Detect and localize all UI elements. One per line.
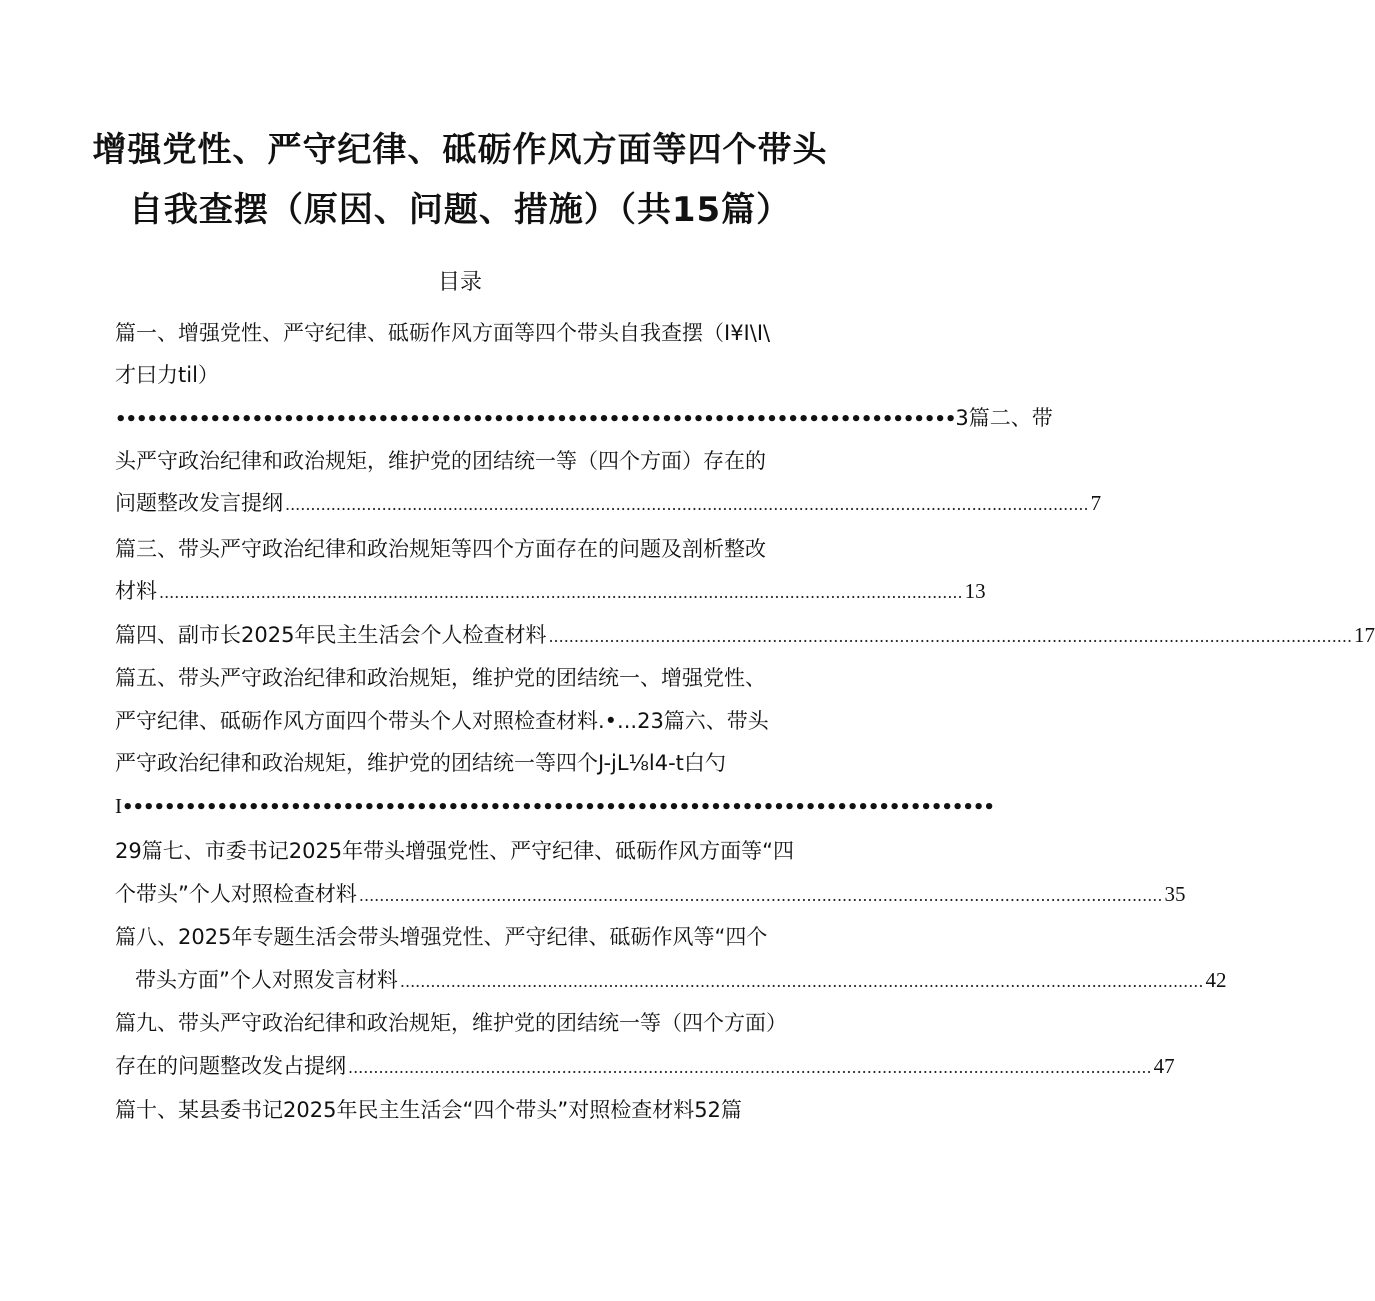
toc-entry-text: 篇一、增强党性、严守纪律、砥砺作风方面等四个带头自我查摆（I¥I\I\ xyxy=(115,321,771,345)
toc-page-number: 17 xyxy=(1354,623,1375,647)
toc-entry-text: 严守政治纪律和政治规矩，维护党的团结统一等四个J-jL⅛l4-t白勺 xyxy=(115,751,726,775)
toc-line xyxy=(115,446,827,476)
toc-line xyxy=(115,534,827,564)
document-title-line-2: 自我查摆（原因、问题、措施）（共15篇） xyxy=(128,190,792,230)
toc-line xyxy=(115,836,827,866)
toc-line xyxy=(115,403,1053,435)
toc-entry-text: 严守纪律、砥砺作风方面四个带头个人对照检查材料.•...23篇六、带头 xyxy=(115,709,769,733)
toc-page-number: 47 xyxy=(1153,1054,1175,1078)
toc-line xyxy=(135,965,1227,997)
toc-entry-text: 带头方面”个人对照发言材料 xyxy=(135,968,398,992)
toc-leader-dots: .............................................................................................................................................................. xyxy=(358,886,1163,905)
toc-line xyxy=(115,1051,1175,1083)
toc-line xyxy=(115,1095,827,1125)
toc-entry-text: 头严守政治纪律和政治规矩，维护党的团结统一等（四个方面）存在的 xyxy=(115,449,766,473)
toc-line xyxy=(115,748,827,778)
toc-entry-text: 篇四、副市长2025年民主生活会个人检查材料 xyxy=(115,623,547,647)
toc-entry-text: 篇三、带头严守政治纪律和政治规矩等四个方面存在的问题及剖析整改 xyxy=(115,537,766,561)
toc-heading: 目录 xyxy=(437,270,482,295)
toc-entry-text: 篇十、某县委书记2025年民主生活会“四个带头”对照检查材料52篇 xyxy=(115,1098,742,1122)
toc-entry-text: 篇八、2025年专题生活会带头增强党性、严守纪律、砥砺作风等“四个 xyxy=(115,925,768,949)
toc-entry-text: 材料 xyxy=(115,579,157,603)
toc-line xyxy=(115,488,1102,520)
toc-line xyxy=(115,663,827,693)
toc-leader-dots: .............................................................................................................................................................. xyxy=(399,972,1204,991)
toc-entry-text: 29篇七、市委书记2025年带头增强党性、严守纪律、砥砺作风方面等“四 xyxy=(115,839,795,863)
toc-entry-text: I xyxy=(115,794,122,818)
toc-page-number: 7 xyxy=(1090,491,1102,515)
toc-line xyxy=(115,922,827,952)
toc-line xyxy=(115,360,827,390)
toc-entry-text: 个带头”个人对照检查材料 xyxy=(115,882,357,906)
toc-line xyxy=(115,620,1375,652)
toc-line xyxy=(115,706,827,736)
toc-entry-text: 问题整改发言提纲 xyxy=(115,491,283,515)
toc-line xyxy=(115,791,994,823)
toc-entry-text: 3篇二、带 xyxy=(955,406,1053,430)
toc-leader-dots: .............................................................................................................................................................. xyxy=(348,1058,1152,1077)
document-title-line-1: 增强党性、严守纪律、砥砺作风方面等四个带头 xyxy=(92,130,828,170)
toc-leader-dots: •••••••••••••••••••••••••••••••••••••••••••••••••••••••••••••••••••••••••••••••• xyxy=(115,409,956,430)
toc-line xyxy=(115,318,827,348)
toc-entry-text: 存在的问题整改发占提纲 xyxy=(115,1054,346,1078)
toc-page-number: 35 xyxy=(1164,882,1186,906)
toc-entry-text: 篇五、带头严守政治纪律和政治规矩，维护党的团结统一、增强党性、 xyxy=(115,666,766,690)
toc-page-number: 42 xyxy=(1205,968,1227,992)
toc-line xyxy=(115,576,986,608)
toc-entry-text: 篇九、带头严守政治纪律和政治规矩，维护党的团结统一等（四个方面） xyxy=(115,1011,787,1035)
toc-leader-dots: .............................................................................................................................................................. xyxy=(285,495,1089,514)
toc-entry-text: 才曰力til） xyxy=(115,363,219,387)
toc-leader-dots: .............................................................................................................................................................. xyxy=(548,627,1353,646)
toc-leader-dots: .............................................................................................................................................................. xyxy=(159,583,963,602)
toc-line xyxy=(115,1008,827,1038)
toc-page-number: 13 xyxy=(964,579,986,603)
toc-line xyxy=(115,879,1186,911)
toc-leader-dots: ••••••••••••••••••••••••••••••••••••••••••••••••••••••••••••••••••••••••••••••••••• xyxy=(122,797,994,818)
